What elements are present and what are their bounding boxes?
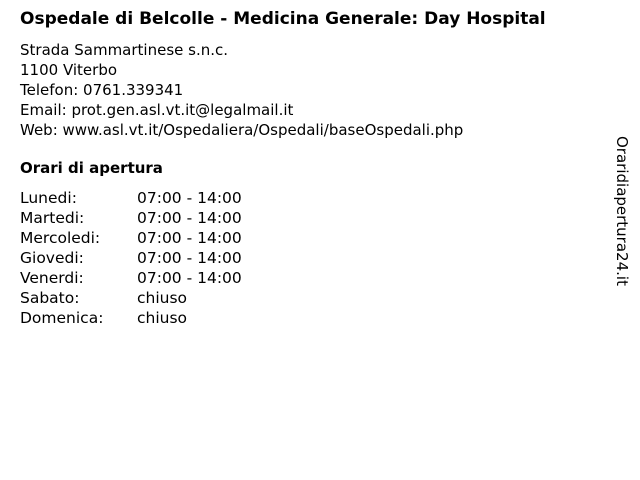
day-label: Venerdi: (20, 269, 84, 287)
email-address: Email: prot.gen.asl.vt.it@legalmail.it (20, 101, 294, 119)
opening-hours-heading: Orari di apertura (20, 159, 163, 177)
time-value: 07:00 - 14:00 (137, 229, 242, 247)
hours-row-wednesday (20, 228, 600, 248)
day-label: Giovedi: (20, 249, 84, 267)
day-label: Mercoledi: (20, 229, 101, 247)
hours-row-friday (20, 268, 600, 288)
hours-row-tuesday (20, 208, 600, 228)
time-value: chiuso (137, 289, 188, 307)
site-brand-watermark: Oraridiapertura24.it (613, 136, 631, 286)
day-label: Domenica: (20, 309, 104, 327)
day-label: Lunedi: (20, 189, 77, 207)
hours-row-thursday (20, 248, 600, 268)
opening-hours-table (20, 188, 600, 328)
phone-number: Telefon: 0761.339341 (20, 81, 184, 99)
time-value: chiuso (137, 309, 188, 327)
time-value: 07:00 - 14:00 (137, 209, 242, 227)
website-url: Web: www.asl.vt.it/Ospedaliera/Ospedali/baseOspedali.php (20, 121, 464, 139)
time-value: 07:00 - 14:00 (137, 249, 242, 267)
street-address: Strada Sammartinese s.n.c. (20, 41, 229, 59)
day-label: Sabato: (20, 289, 80, 307)
hours-row-saturday (20, 288, 600, 308)
business-card (20, 8, 600, 328)
hours-row-monday (20, 188, 600, 208)
day-label: Martedi: (20, 209, 85, 227)
time-value: 07:00 - 14:00 (137, 189, 242, 207)
page-title: Ospedale di Belcolle - Medicina Generale: Day Hospital (20, 9, 546, 29)
hours-row-sunday (20, 308, 600, 328)
address-block (20, 40, 600, 140)
city-address: 1100 Viterbo (20, 61, 118, 79)
time-value: 07:00 - 14:00 (137, 269, 242, 287)
